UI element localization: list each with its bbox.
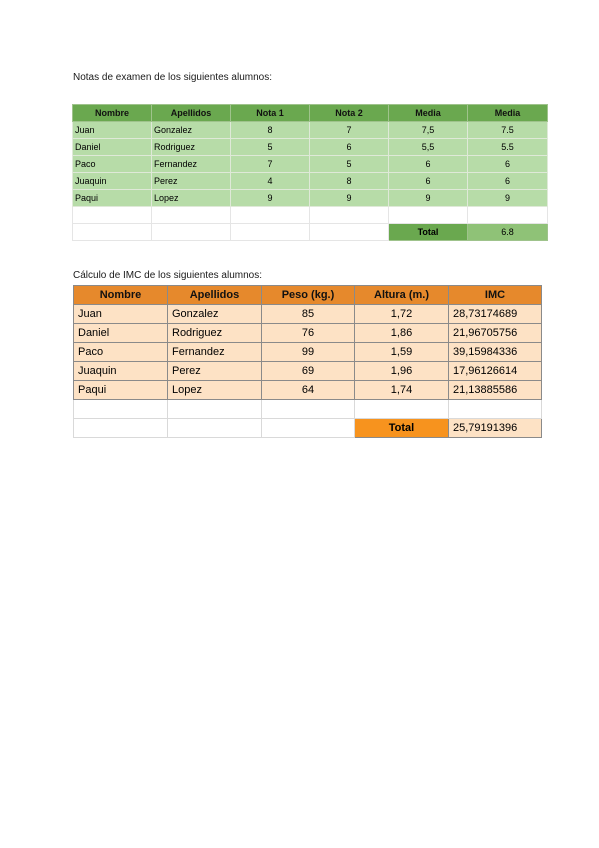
cell-nombre: Paqui [73, 190, 152, 207]
cell-altura: 1,74 [355, 381, 449, 400]
empty-cell [355, 400, 449, 419]
empty-row [74, 400, 542, 419]
total-row [74, 419, 542, 438]
cell-media-2: 6 [468, 156, 548, 173]
cell-apellidos: Gonzalez [152, 122, 231, 139]
empty-cell [468, 207, 548, 224]
total-value: 6.8 [468, 224, 548, 241]
table-row [74, 362, 542, 381]
empty-cell [168, 400, 262, 419]
empty-cell [310, 207, 389, 224]
table-row [73, 156, 548, 173]
table-row [73, 122, 548, 139]
total-label: Total [389, 224, 468, 241]
cell-apellidos: Rodriguez [168, 324, 262, 343]
cell-apellidos: Rodriguez [152, 139, 231, 156]
cell-apellidos: Lopez [152, 190, 231, 207]
cell-nota1: 5 [231, 139, 310, 156]
cell-nota1: 8 [231, 122, 310, 139]
cell-media: 7,5 [389, 122, 468, 139]
header-media-2: Media [468, 105, 548, 122]
cell-altura: 1,59 [355, 343, 449, 362]
empty-cell [152, 224, 231, 241]
cell-apellidos: Fernandez [152, 156, 231, 173]
header-peso: Peso (kg.) [262, 286, 355, 305]
cell-nota2: 5 [310, 156, 389, 173]
cell-nombre: Juan [74, 305, 168, 324]
empty-cell [262, 400, 355, 419]
cell-peso: 99 [262, 343, 355, 362]
header-altura: Altura (m.) [355, 286, 449, 305]
empty-cell [152, 207, 231, 224]
empty-cell [231, 224, 310, 241]
cell-peso: 69 [262, 362, 355, 381]
empty-cell [231, 207, 310, 224]
empty-cell [73, 224, 152, 241]
cell-nota2: 9 [310, 190, 389, 207]
cell-nombre: Daniel [73, 139, 152, 156]
table-row [73, 190, 548, 207]
cell-media: 6 [389, 156, 468, 173]
cell-apellidos: Lopez [168, 381, 262, 400]
empty-cell [74, 400, 168, 419]
empty-cell [74, 419, 168, 438]
table-row [74, 343, 542, 362]
cell-nombre: Daniel [74, 324, 168, 343]
cell-media-2: 7.5 [468, 122, 548, 139]
header-nota1: Nota 1 [231, 105, 310, 122]
total-label: Total [355, 419, 449, 438]
header-nota2: Nota 2 [310, 105, 389, 122]
cell-nota2: 6 [310, 139, 389, 156]
cell-media-2: 9 [468, 190, 548, 207]
cell-apellidos: Perez [152, 173, 231, 190]
table-header-row [74, 286, 542, 305]
table-row [74, 305, 542, 324]
total-value: 25,79191396 [449, 419, 542, 438]
total-row [73, 224, 548, 241]
empty-cell [389, 207, 468, 224]
header-nombre: Nombre [73, 105, 152, 122]
cell-nombre: Paco [73, 156, 152, 173]
cell-apellidos: Fernandez [168, 343, 262, 362]
cell-media: 9 [389, 190, 468, 207]
empty-cell [73, 207, 152, 224]
header-apellidos: Apellidos [168, 286, 262, 305]
table1-caption: Notas de examen de los siguientes alumnos: [73, 72, 273, 83]
cell-media: 5,5 [389, 139, 468, 156]
header-apellidos: Apellidos [152, 105, 231, 122]
cell-media-2: 6 [468, 173, 548, 190]
cell-nombre: Juaquin [73, 173, 152, 190]
table-row [73, 173, 548, 190]
cell-nota1: 4 [231, 173, 310, 190]
header-imc: IMC [449, 286, 542, 305]
cell-altura: 1,72 [355, 305, 449, 324]
cell-peso: 64 [262, 381, 355, 400]
cell-altura: 1,96 [355, 362, 449, 381]
cell-nota1: 9 [231, 190, 310, 207]
empty-cell [449, 400, 542, 419]
header-media: Media [389, 105, 468, 122]
empty-cell [310, 224, 389, 241]
cell-apellidos: Gonzalez [168, 305, 262, 324]
imc-table [73, 285, 542, 438]
cell-altura: 1,86 [355, 324, 449, 343]
table-row [73, 139, 548, 156]
header-nombre: Nombre [74, 286, 168, 305]
table-row [74, 381, 542, 400]
empty-cell [262, 419, 355, 438]
cell-nota1: 7 [231, 156, 310, 173]
grades-table [72, 104, 548, 241]
cell-nombre: Juan [73, 122, 152, 139]
cell-peso: 85 [262, 305, 355, 324]
cell-media: 6 [389, 173, 468, 190]
cell-media-2: 5.5 [468, 139, 548, 156]
empty-row [73, 207, 548, 224]
table-header-row [73, 105, 548, 122]
cell-apellidos: Perez [168, 362, 262, 381]
cell-nombre: Paco [74, 343, 168, 362]
cell-imc: 21,96705756 [449, 324, 542, 343]
cell-imc: 39,15984336 [449, 343, 542, 362]
table-row [74, 324, 542, 343]
cell-nombre: Juaquin [74, 362, 168, 381]
cell-nota2: 8 [310, 173, 389, 190]
cell-nota2: 7 [310, 122, 389, 139]
cell-imc: 21,13885586 [449, 381, 542, 400]
cell-imc: 28,73174689 [449, 305, 542, 324]
cell-peso: 76 [262, 324, 355, 343]
table2-caption: Cálculo de IMC de los siguientes alumnos: [73, 270, 262, 281]
cell-nombre: Paqui [74, 381, 168, 400]
empty-cell [168, 419, 262, 438]
cell-imc: 17,96126614 [449, 362, 542, 381]
